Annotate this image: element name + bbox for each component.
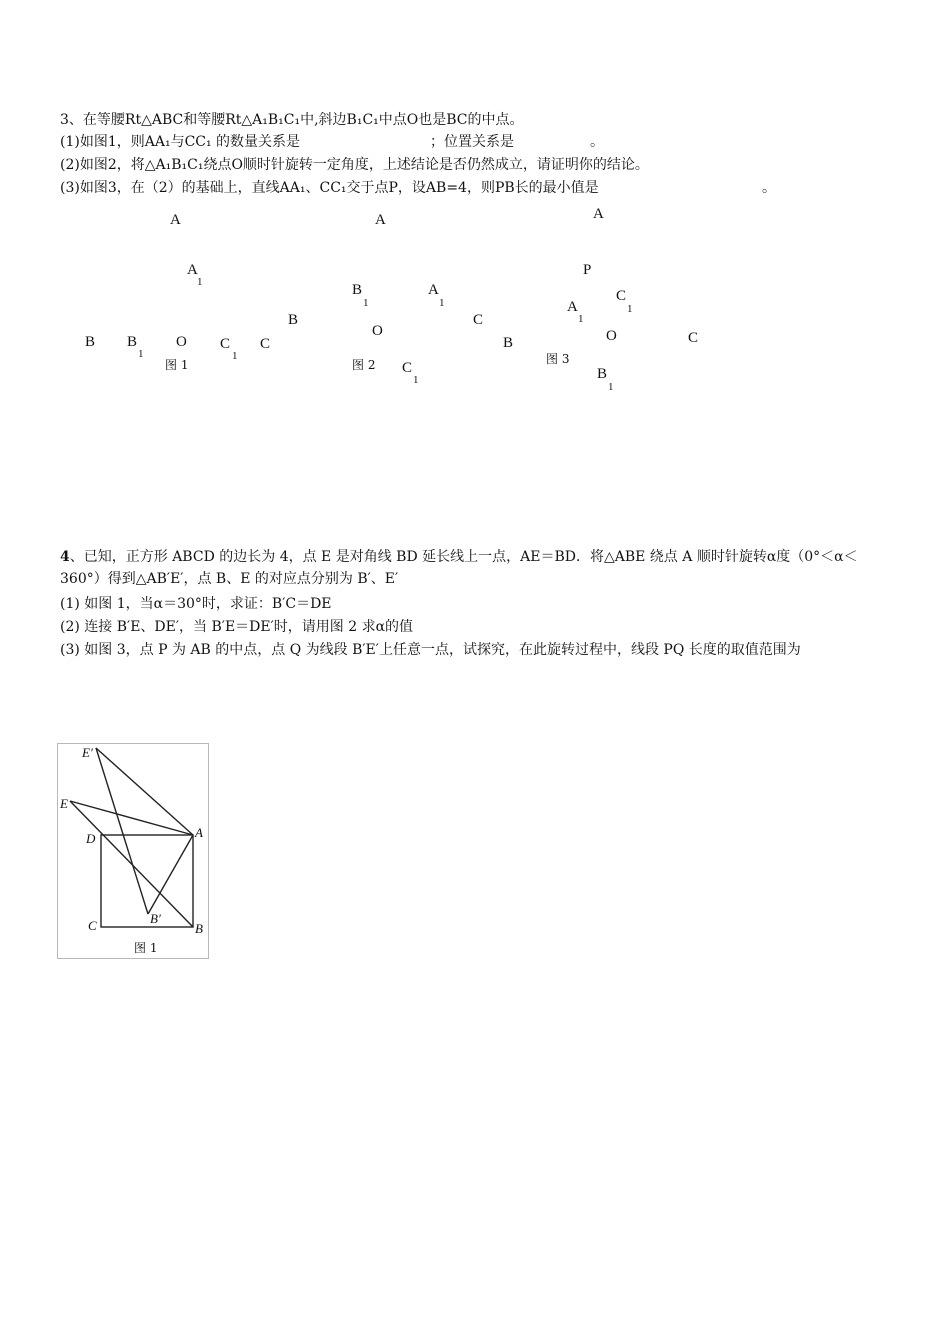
fig3-label-b1: B bbox=[597, 366, 608, 382]
problem3-q3-a: (3)如图3，在（2）的基础上，直线AA₁、CC₁交于点P，设AB=4，则PB长的最小值是 bbox=[60, 180, 599, 196]
problem4-q1: (1) 如图 1，当α＝30°时，求证：B′C＝DE bbox=[60, 596, 332, 612]
fig1-sub-b1: 1 bbox=[138, 348, 144, 360]
fig4-label-c: C bbox=[88, 918, 97, 933]
fig4-label-e: E bbox=[60, 796, 68, 811]
fig3-label-o: O bbox=[606, 328, 617, 344]
fig4-label-b: B bbox=[195, 921, 203, 936]
fig2-label-a: A bbox=[375, 212, 386, 228]
fig2-label-b1: B bbox=[352, 282, 363, 298]
fig2-sub-b1: 1 bbox=[363, 297, 369, 309]
fig3-sub-a1: 1 bbox=[578, 313, 584, 325]
segment-e-prime-b-prime bbox=[96, 748, 148, 914]
fig3-label-p: P bbox=[583, 262, 592, 278]
problem3-q3-end: 。 bbox=[762, 180, 776, 196]
fig3-label-c: C bbox=[688, 330, 699, 346]
fig3-label-a: A bbox=[593, 206, 604, 222]
problem4-statement bbox=[60, 546, 895, 590]
fig1-label-a: A bbox=[170, 212, 181, 228]
fig3-label-c1: C bbox=[616, 288, 627, 304]
fig2-label-c1: C bbox=[402, 360, 413, 376]
fig3-sub-c1: 1 bbox=[627, 303, 633, 315]
fig4-label-a: A bbox=[195, 825, 203, 840]
fig3-label-a1: A bbox=[567, 299, 578, 315]
fig1-label-b: B bbox=[85, 334, 96, 350]
fig4-caption: 图 1 bbox=[134, 941, 158, 955]
problem4-q3: (3) 如图 3，点 P 为 AB 的中点，点 Q 为线段 B′E′上任意一点，试探究，在此旋转过程中，线段 PQ 长度的取值范围为 bbox=[60, 642, 801, 658]
fig1-sub-a1: 1 bbox=[197, 276, 203, 288]
problem3-q2: (2)如图2，将△A₁B₁C₁绕点O顺时针旋转一定角度，上述结论是否仍然成立，请证明你的结论。 bbox=[60, 157, 649, 173]
fig2-sub-a1: 1 bbox=[439, 297, 445, 309]
fig1-label-b1: B bbox=[127, 334, 138, 350]
problem4-line1: 、已知，正方形 ABCD 的边长为 4，点 E 是对角线 BD 延长线上一点，AE＝BD．将△ABE 绕点 A 顺时针旋转α度（0°＜α＜360°）得到△AB′E′，点 B、E 的对应点分别为 B′、E′ bbox=[60, 549, 858, 587]
problem4-number: 4 bbox=[60, 549, 70, 565]
fig3-label-b: B bbox=[503, 335, 514, 351]
fig4-label-d: D bbox=[86, 831, 96, 846]
fig2-label-a1: A bbox=[428, 282, 439, 298]
fig1-label-o: O bbox=[176, 334, 187, 350]
fig1-label-c: C bbox=[260, 336, 271, 352]
fig4-label-b-prime: B′ bbox=[150, 911, 161, 926]
problem3-q1-b: ；位置关系是 bbox=[430, 134, 514, 150]
fig1-sub-c1: 1 bbox=[232, 350, 238, 362]
problem3-q1-a: (1)如图1，则AA₁与CC₁ 的数量关系是 bbox=[60, 134, 301, 150]
fig1-label-a1: A bbox=[187, 262, 198, 278]
segment-b-prime-a bbox=[148, 835, 193, 914]
problem4-figure-1 bbox=[57, 743, 209, 959]
problem4-figure-drawing bbox=[58, 744, 208, 958]
problem3-intro: 3、在等腰Rt△ABC和等腰Rt△A₁B₁C₁中,斜边B₁C₁中点O也是BC的中点。 bbox=[60, 112, 524, 128]
fig2-sub-c1: 1 bbox=[413, 374, 419, 386]
fig2-label-b: B bbox=[288, 312, 299, 328]
fig2-label-c: C bbox=[473, 312, 484, 328]
segment-eb bbox=[70, 801, 193, 927]
fig3-sub-b1: 1 bbox=[608, 381, 614, 393]
fig2-caption: 图 2 bbox=[352, 358, 376, 372]
problem4-q2: (2) 连接 B′E、DE′，当 B′E＝DE′时，请用图 2 求α的值 bbox=[60, 619, 414, 635]
fig2-label-o: O bbox=[372, 323, 383, 339]
fig1-caption: 图 1 bbox=[165, 358, 189, 372]
fig1-label-c1: C bbox=[220, 336, 231, 352]
problem3-q1-end: 。 bbox=[590, 134, 604, 150]
fig4-label-e-prime: E′ bbox=[82, 745, 93, 760]
fig3-caption: 图 3 bbox=[546, 352, 570, 366]
